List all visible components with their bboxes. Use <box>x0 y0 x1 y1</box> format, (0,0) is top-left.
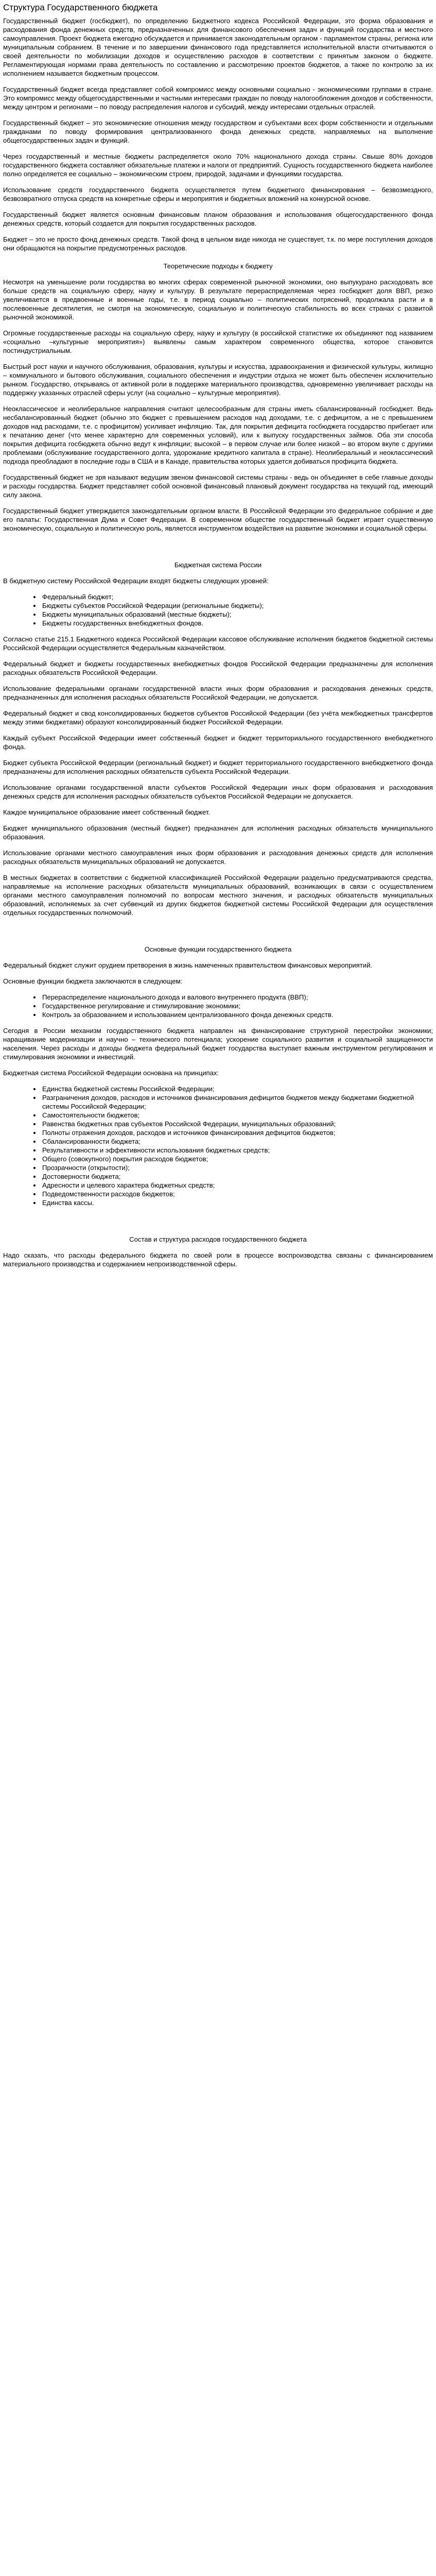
bullet-list <box>3 993 433 1019</box>
paragraph: Государственный бюджет всегда представляет собой компромисс между основными социально - экономическими группами в стране. Это компромисс между общегосударственными и частными интересами граждан по поводу налогообложения доходов и собственности, между центром и регионами – по поводу распределения налогов и субсидий, между интересами отдельных отраслей. <box>3 86 433 111</box>
section-spacer <box>3 924 433 936</box>
list-item: • Бюджеты муниципальных образований (местные бюджеты); <box>41 610 433 619</box>
paragraph: Использование органами местного самоуправления иных форм образования и расходования денежных средств для исполнения расходных обязательств муниципальных образований не допускается. <box>3 849 433 866</box>
paragraph: Надо сказать, что расходы федерального бюджета по своей роли в процессе воспроизводства связаны с финансированием материального производства и содержанием непроизводственной сферы. <box>3 1251 433 1268</box>
paragraph: Государственный бюджет (госбюджет), по определению Бюджетного кодекса Российской Федерации, это форма образования и расходования фонда денежных средств, предназначенных для финансового обеспечения задач и функций государства и местного самоуправления. Проект бюджета ежегодно обсуждается и принимается законодательным органом - парламентом страны, региона или муниципальным собранием. В течение и по завершении финансового года представляется исполнительной власти отчитываются о своей деятельности по мобилизации доходов и осуществлению расходов в соответствии с принятым законом о бюджете. Регламентирующая нормами права деятельность по составлению и рассмотрению проектов бюджетов, а также по контролю за их исполнением называется бюджетным процессом. <box>3 17 433 77</box>
document-page <box>0 0 436 1268</box>
paragraph: Федеральный бюджет и бюджеты государственных внебюджетных фондов Российской Федерации предназначены для исполнения расходных обязательств Российской Федерации. <box>3 660 433 676</box>
list-item: • Адресности и целевого характера бюджетных средств; <box>41 1181 433 1190</box>
paragraph: Государственный бюджет не зря называют ведущим звеном финансовой системы страны - ведь он объединяет в себе главные доходы и расходы государства. Бюджет представляет собой основной финансовый плановый документ государства на текущий год, имеющий силу закона. <box>3 473 433 499</box>
list-item: • Общего (совокупного) покрытия расходов бюджетов; <box>41 1155 433 1163</box>
paragraph: Каждое муниципальное образование имеет собственный бюджет. <box>3 808 211 816</box>
list-item: • Результативности и эффективности использования бюджетных средств; <box>41 1146 433 1155</box>
paragraph: Неоклассическое и неолиберальное направления считают целесообразным для страны иметь сбалансированный госбюджет. Ведь несбалансированный бюджет (обычно это бюджет с превышением расходов над доходами, т.е. с дефицитом, а не с превышением доходов над расходами, т.е. с профицитом) усиливает инфляцию. Так, для покрытия дефицита госбюджета государство прибегает или к печатанию денег (что менее характерно для современных условий), или к выпуску государственных займов. Оба эти способа покрытия дефицита госбюджета обычно ведут к инфляции; высокой – в первом случае или более низкой – во втором вкупе с другими проблемами (обслуживание государственного долга, удорожание кредитного капитала в стране). Неолиберальный и неоклассический подхода преобладают в последние годы в США и в Канаде, правительства которых удается добиваться профицита бюджета. <box>3 405 433 465</box>
paragraph: Использование федеральными органами государственной власти иных форм образования и расходования денежных средств, предназначенных для исполнения расходных обязательств Российской Федерации, не допускается. <box>3 685 433 701</box>
bullet-list <box>3 1084 433 1207</box>
list-item: • Полноты отражения доходов, расходов и источников финансирования дефицитов бюджетов; <box>41 1128 433 1137</box>
list-item: • Разграничения доходов, расходов и источников финансирования дефицитов бюджетов между бюджетами бюджетной системы Российской Федерации; <box>41 1093 433 1111</box>
list-item: • Единства кассы. <box>41 1198 433 1207</box>
list-item: • Федеральный бюджет; <box>41 592 433 601</box>
page-title: Структура Государственного бюджета <box>3 3 158 12</box>
list-item: • Бюджеты государственных внебюджетных фондов. <box>41 619 433 628</box>
paragraph: Сегодня в России механизм государственного бюджета направлен на финансирование структурной перестройки экономики; наращивание модернизации и научно – технического потенциала; ускорение социального развития и социальной защищенности населения. Через расходы и доходы бюджета федеральный бюджет государства выступает важным инструментом регулирования и стимулирования экономики и инвестиций. <box>3 1027 433 1061</box>
paragraph: Государственный бюджет – это экономические отношения между государством и субъектами всех форм собственности и отдельными гражданами по поводу формирования централизованного фонда денежных средств, направляемых на выполнение общегосударственных задач и функций. <box>3 119 433 144</box>
paragraph: Бюджет муниципального образования (местный бюджет) предназначен для исполнения расходных обязательств муниципального образования. <box>3 824 433 841</box>
paragraph: Согласно статье 215.1 Бюджетного кодекса Российской Федерации кассовое обслуживание исполнения бюджетов бюджетной системы Российской Федерации осуществляется Федеральным казначейством. <box>3 635 433 652</box>
paragraph: Государственный бюджет утверждается законодательным органом власти. В Российской Федерации это федеральное собрание и две его палаты: Государственная Дума и Совет Федерации. В современном обществе государственный бюджет играет существенную экономическую, социальную и политическую роль, являетсся инструментом воздействия на развитие экономики и социальной сферы. <box>3 507 433 532</box>
list-item: • Самостоятельности бюджетов; <box>41 1111 433 1120</box>
paragraph: Использование средств государственного бюджета осуществляется путем бюджетного финансирования – безвозмездного, безвозвратного отпуска средств на конкретные сферы и мероприятия и бюджетных вложений на конкурсной основе. <box>3 186 433 202</box>
paragraph: Основные функции бюджета заключаются в следующем: <box>3 977 183 985</box>
paragraph: Государственный бюджет является основным финансовым планом образования и использования общегосударственного фонда денежных средств, который создается для покрытия государственных расходов. <box>3 211 433 227</box>
list-item: • Равенства бюджетных прав субъектов Российской Федерации, муниципальных образований; <box>41 1120 433 1128</box>
paragraph: Через государственный и местные бюджеты распределяется около 70% национального дохода страны. Свыше 80% доходов государственного бюджета составляют обязательные платежи и налоги от предприятий. Сущность государственного бюджета наиболее полно определяется ее социально – экономическим строем, природой, задачами и функциями государства. <box>3 152 433 178</box>
list-item: • Единства бюджетной системы Российской Федерации; <box>41 1084 433 1093</box>
paragraph: Федеральный бюджет служит орудием претворения в жизнь намеченных правительством финансовых мероприятий. <box>3 961 373 969</box>
section-spacer <box>3 1214 433 1226</box>
section-heading: Теоретические подходы к бюджету <box>163 262 273 270</box>
paragraph: Каждый субъект Российской Федерации имеет собственный бюджет и бюджет территориального государственного внебюджетного фонда. <box>3 734 433 751</box>
paragraph: Огромные государственные расходы на социальную сферу, науку и культуру (в российской статистике их объединяют под названием «социально –культурные мероприятия») выявлены самым характером современного общества, которое становится постиндустриальным. <box>3 329 433 354</box>
list-item: • Подведомственности расходов бюджетов; <box>41 1190 433 1198</box>
list-item: • Контроль за образованием и использованием централизованного фонда денежных средств. <box>41 1010 433 1019</box>
paragraph: В бюджетную систему Российской Федерации входят бюджеты следующих уровней: <box>3 577 269 585</box>
section-spacer <box>3 540 433 551</box>
section-heading: Бюджетная система России <box>174 561 262 569</box>
paragraph: Бюджетная система Российской Федерации основана на принципах: <box>3 1069 219 1077</box>
bullet-list <box>3 592 433 628</box>
list-item: • Перераспределение национального дохода и валового внутреннего продукта (ВВП); <box>41 993 433 1002</box>
section-heading: Состав и структура расходов государственного бюджета <box>129 1235 307 1243</box>
list-item: • Государственное регулирование и стимулирование экономики; <box>41 1002 433 1010</box>
paragraph: Использование органами государственной власти субъектов Российской Федерации иных форм образования и расходования денежных средств для исполнения расходных обязательств субъектов Российской Федерации не допускается. <box>3 784 433 800</box>
list-item: • Достоверности бюджета; <box>41 1172 433 1181</box>
paragraph: Быстрый рост науки и научного обслуживания, образования, культуры и искусства, здравоохранения и физической культуры, жилищно – коммунального и бытового обслуживания, социального обеспечения и индустрии отдыха не может быть обеспечен исключительно рынком. Государство, открываясь от активной роли в поддержке материального производства, одновременно увеличивает расходы на поддержку указанных отраслей сферы услуг (на социально – культурные мероприятия). <box>3 363 433 397</box>
section-heading: Основные функции государственного бюджета <box>144 945 292 953</box>
list-item: • Прозрачности (открытости); <box>41 1163 433 1172</box>
list-item: • Бюджеты субъектов Российской Федерации (региональные бюджеты); <box>41 601 433 610</box>
list-item: • Сбалансированности бюджета; <box>41 1137 433 1146</box>
paragraph: В местных бюджетах в соответствии с бюджетной классификацией Российской Федерации раздельно предусматриваются средства, направляемые на исполнение расходных обязательств муниципальных образований, возникающих в связи с осуществлением органами местного самоуправления полномочий по вопросам местного значения, и расходных обязательств муниципальных образований, исполняемых за счет субвенций из других бюджетов бюджетной системы Российской Федерации для осуществления отдельных государственных полномочий. <box>3 874 433 917</box>
paragraph: Несмотря на уменьшение роли государства во многих сферах современной рыночной экономики, оно выпукурано расходовать все больше средств на социальную сферу, науку и культуру. В результате перераспределяемая через госбюджет доля ВВП, резко увеличивается в предвоенные и военные годы, т.е. в период социально – политических потрясений, продолжала расти и в послевоенные десятилетия, не смотря на экономическую, социальную и политическую стабильность во всех странах с развитой рыночной экономикой. <box>3 278 433 321</box>
paragraph: Бюджет субъекта Российской Федерации (региональный бюджет) и бюджет территориального государственного внебюджетного фонда предназначены для исполнения расходных обязательств субъекта Российской Федерации. <box>3 759 433 775</box>
paragraph: Бюджет – это не просто фонд денежных средств. Такой фонд в цельном виде никогда не существует, т.к. по мере поступления доходов они обращаются на покрытие предусмотренных расходов. <box>3 235 433 252</box>
document-body <box>3 16 433 1268</box>
paragraph: Федеральный бюджет и свод консолидированных бюджетов субъектов Российской Федерации (без учёта межбюджетных трансфертов между этими бюджетами) образуют консолидированный бюджет Российской Федерации. <box>3 709 433 726</box>
